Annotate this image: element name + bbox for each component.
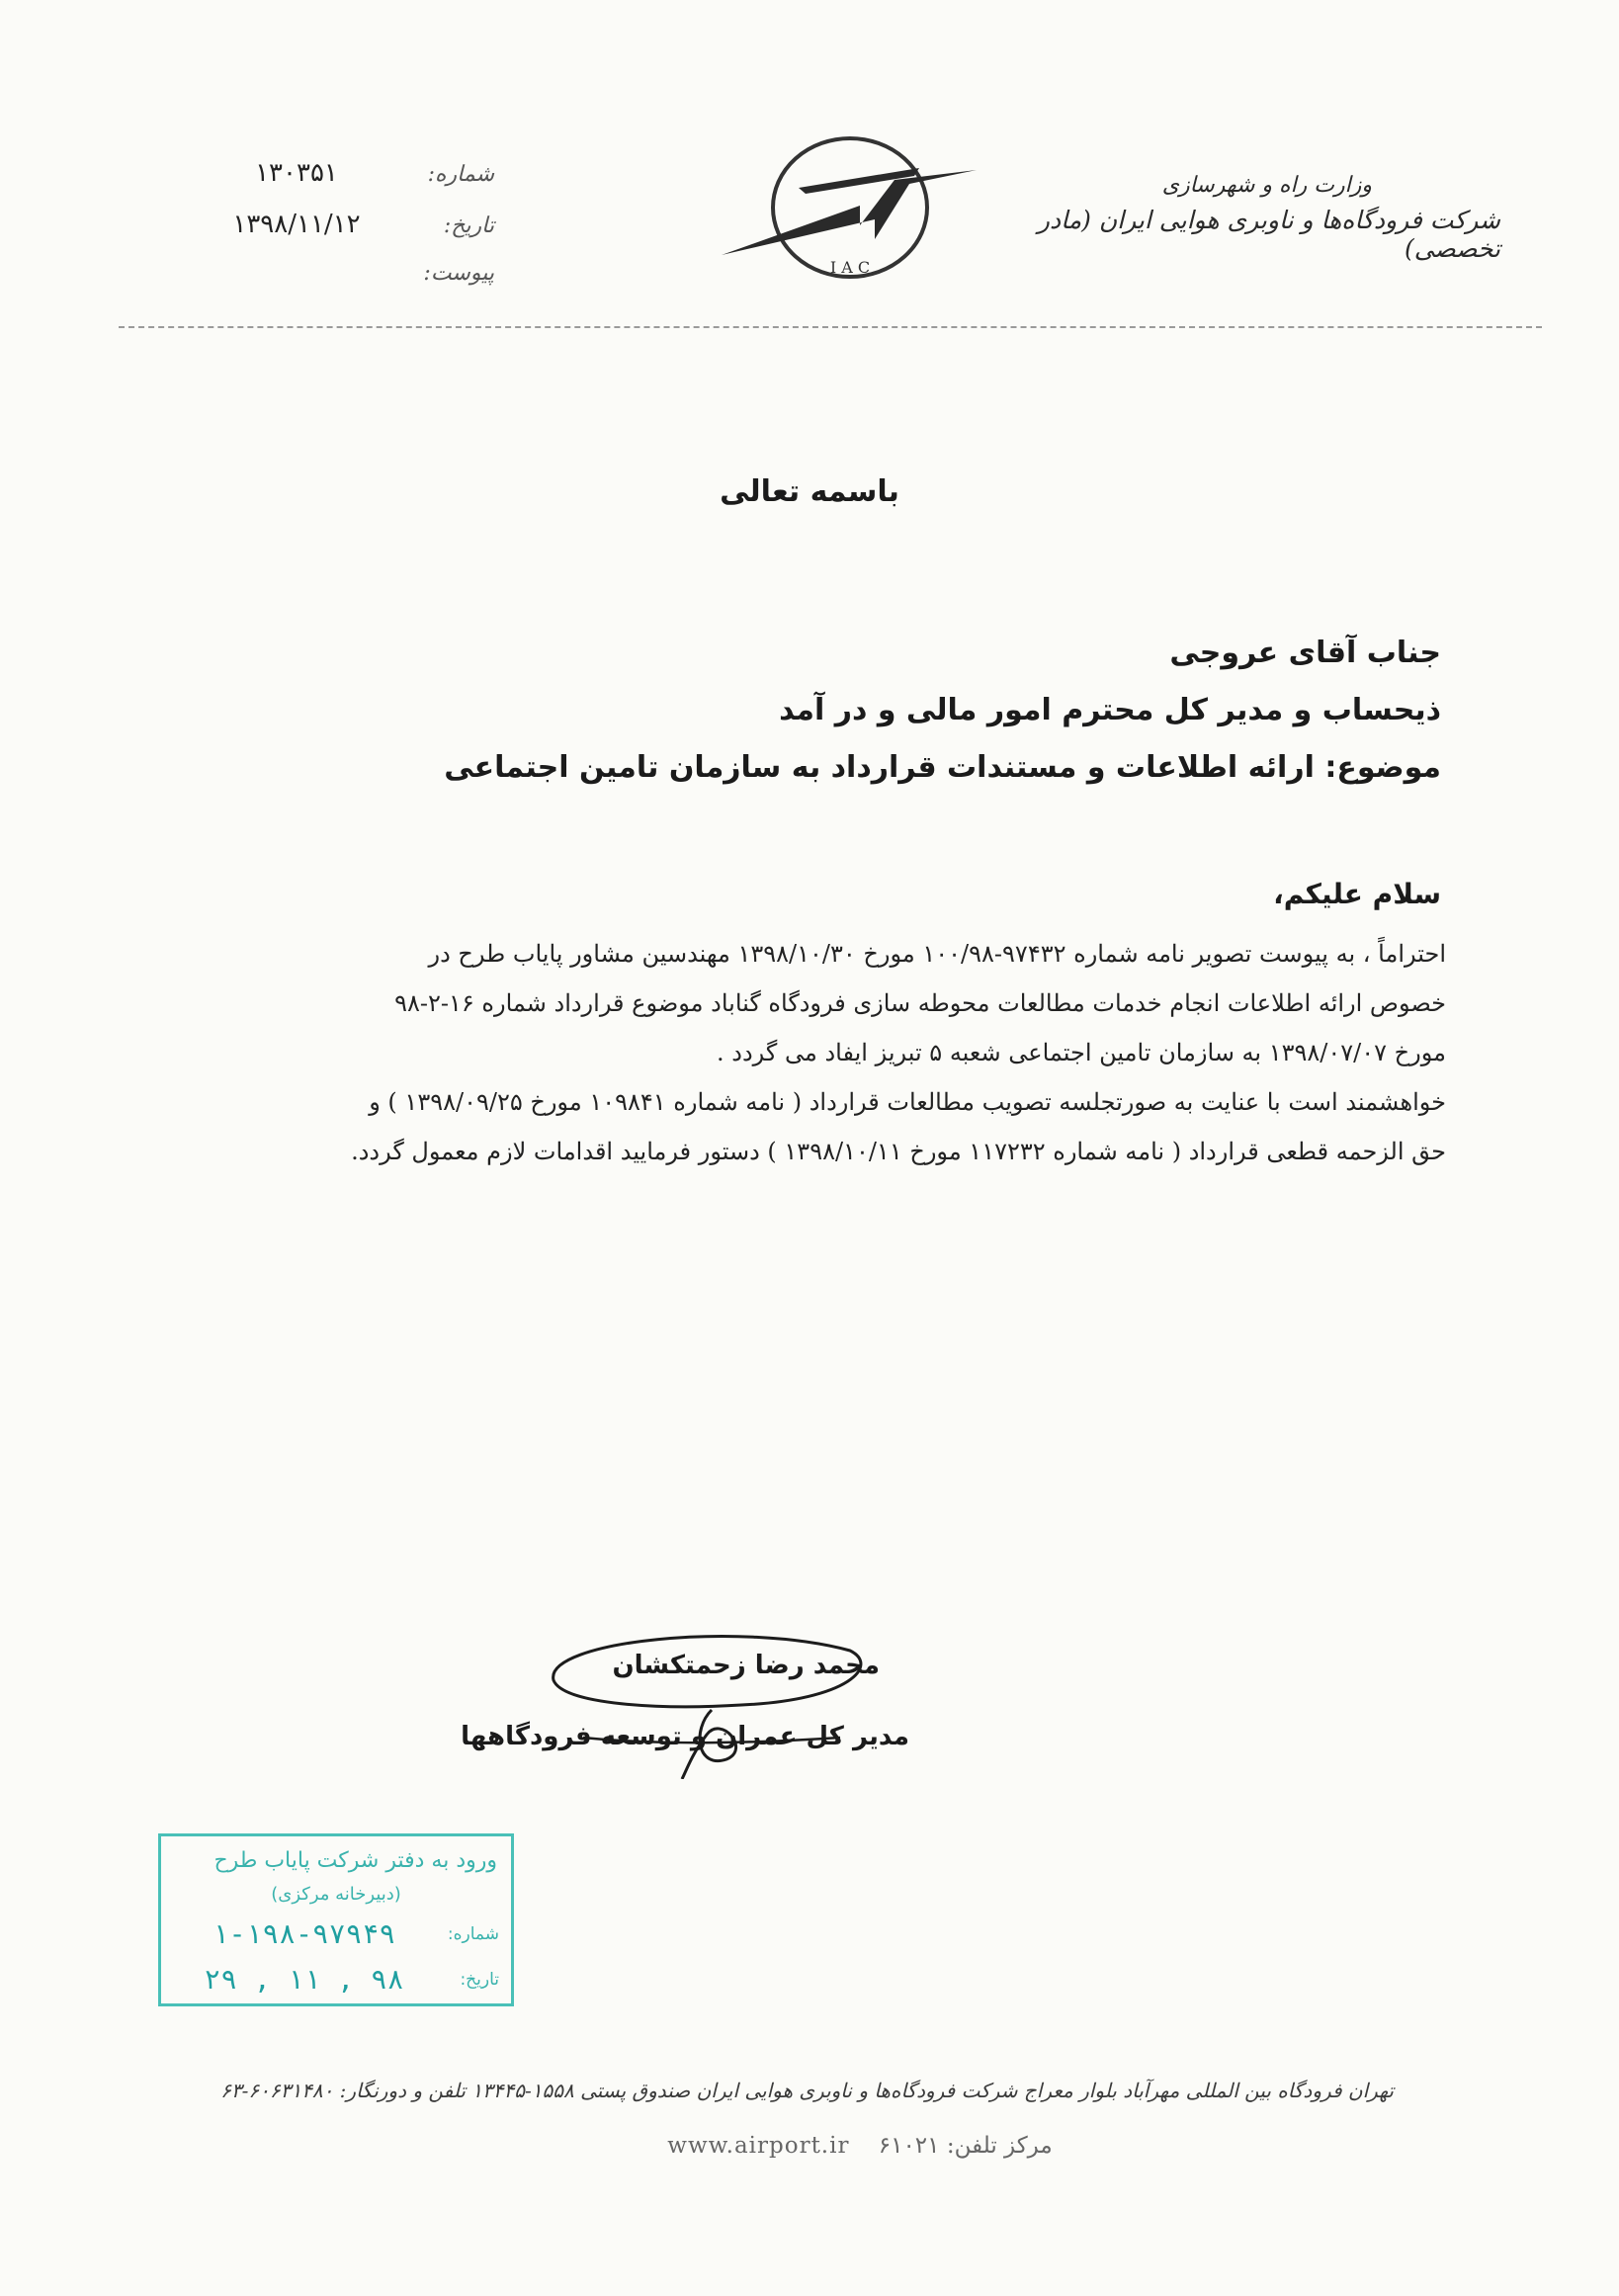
letter-number-label: شماره:	[427, 162, 494, 187]
recipient-title: ذیحساب و مدیر کل محترم امور مالی و در آمد	[779, 693, 1441, 727]
stamp-subtitle: (دبیرخانه مرکزی)	[271, 1884, 401, 1905]
body-line: احتراماً ، به پیوست تصویر نامه شماره ۹۷۴۳۲-۱۰۰/۹۸ مورخ ۱۳۹۸/۱۰/۳۰ مهندسین مشاور پایاب طرح در	[428, 940, 1446, 968]
receipt-stamp	[158, 1833, 514, 2006]
footer-call-center: مرکز تلفن: ۶۱۰۲۱	[878, 2133, 1053, 2159]
stamp-number-row	[173, 1917, 499, 1950]
letter-body	[171, 929, 1446, 1176]
stamp-date-label: تاریخ:	[460, 1969, 499, 1990]
logo-text: I A C	[829, 258, 871, 277]
letter-date-label: تاریخ:	[443, 213, 494, 238]
bismillah: باسمه تعالی	[720, 474, 899, 509]
letter-subject: موضوع: ارائه اطلاعات و مستندات قرارداد به سازمان تامین اجتماعی	[444, 750, 1441, 785]
letter-attachment-label: پیوست:	[423, 261, 494, 286]
stamp-number-label: شماره:	[447, 1923, 499, 1944]
letter-number-value: ۱۳۰۳۵۱	[255, 158, 338, 188]
handwritten-signature	[524, 1621, 880, 1779]
body-line: خصوص ارائه اطلاعات انجام خدمات مطالعات محوطه سازی فرودگاه گناباد موضوع قرارداد شماره ۱۶-۲-۹۸	[394, 989, 1446, 1017]
body-line: مورخ ۱۳۹۸/۰۷/۰۷ به سازمان تامین اجتماعی شعبه ۵ تبریز ایفاد می گردد .	[717, 1039, 1446, 1066]
company-name: شرکت فرودگاه‌ها و ناوبری هوایی ایران (مادر تخصصی)	[1037, 206, 1500, 263]
body-line: حق الزحمه قطعی قرارداد ( نامه شماره ۱۱۷۲۳۲ مورخ ۱۳۹۸/۱۰/۱۱ ) دستور فرمایید اقدامات لازم معمول گردد.	[351, 1138, 1446, 1165]
signature-block	[461, 1621, 909, 1789]
footer-website: www.airport.ir	[667, 2133, 850, 2159]
stamp-date-value: ۹۸ , ۱۱ , ۲۹	[204, 1963, 404, 1996]
footer-contact	[652, 2133, 1067, 2159]
letter-attachment-row	[208, 261, 494, 312]
stamp-number-value: ۱-۱۹۸-۹۷۹۴۹	[212, 1917, 396, 1950]
signatory-title: مدیر کل عمران و توسعه فرودگاهها	[461, 1722, 909, 1751]
signatory-name: محمد رضا زحمتکشان	[612, 1651, 880, 1680]
body-line: خواهشمند است با عنایت به صورتجلسه تصویب مطالعات قرارداد ( نامه شماره ۱۰۹۸۴۱ مورخ ۱۳۹۸/۰۹/۲۵ ) و	[369, 1088, 1446, 1116]
recipient-name: جناب آقای عروجی	[1169, 636, 1441, 670]
organization-block	[1026, 173, 1500, 263]
stamp-title: ورود به دفتر شرکت پایاب طرح	[213, 1848, 497, 1873]
letter-number-row	[208, 158, 494, 210]
company-logo	[712, 128, 988, 297]
header-divider	[119, 326, 1542, 328]
letter-meta	[208, 158, 494, 312]
ministry-name: وزارت راه و شهرسازی	[1161, 173, 1372, 198]
footer-address: تهران فرودگاه بین المللی مهرآباد بلوار معراج شرکت فرودگاه‌ها و ناوبری هوایی ایران صندوق پستی ۱۵۵۸-۱۳۴۴۵ تلفن و دورنگار: ۶۰۶۳۱۴۸۰-۶۳	[220, 2079, 1394, 2102]
salutation: سلام علیکم،	[1273, 878, 1441, 910]
stamp-date-row	[173, 1963, 499, 1996]
letter-date-value: ۱۳۹۸/۱۱/۱۲	[232, 210, 361, 239]
letter-date-row	[208, 210, 494, 261]
recipient-block	[354, 625, 1441, 797]
